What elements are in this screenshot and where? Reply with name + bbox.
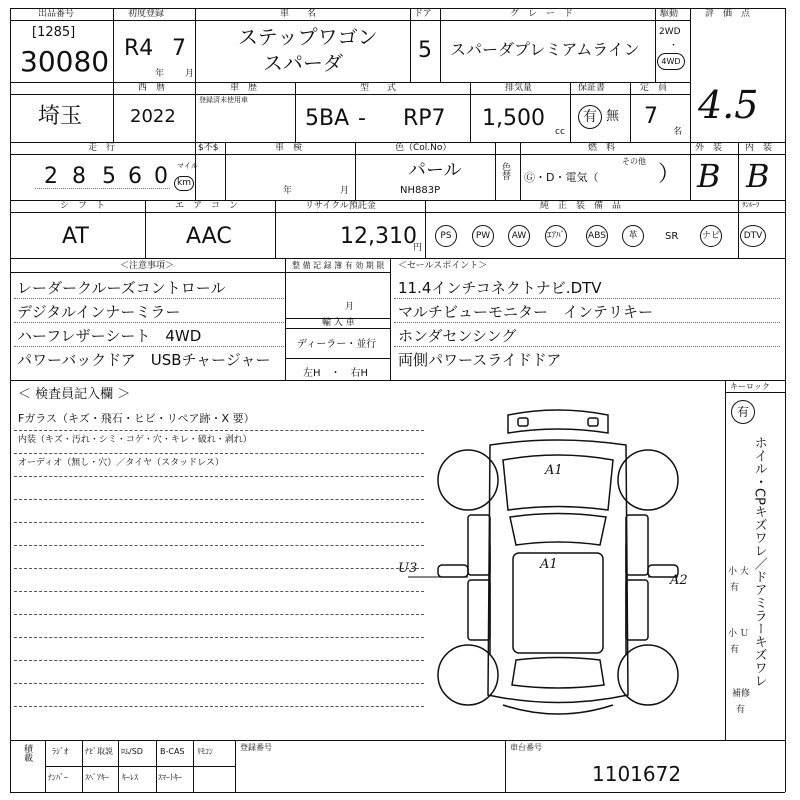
history-label: 車 歴 (230, 83, 258, 93)
note-line-4: パワーバックドア USBチャージャー (17, 351, 271, 369)
drive-2wd: 2WD (659, 27, 681, 37)
record-month-unit: 月 (345, 302, 355, 312)
displacement-value: 1,500 (482, 106, 545, 131)
diagram-mark-right: A2 (670, 573, 688, 588)
steering: 左H ・ 右H (303, 368, 369, 379)
remote-label: ﾘﾓｺﾝ (197, 747, 213, 756)
fuel-other-label: その他 (622, 157, 646, 166)
doors-label: ドア (414, 9, 432, 19)
equipment-navi-label: ナビ (701, 230, 720, 241)
equipment-pw (472, 225, 494, 247)
equipment-ps-label: PS (440, 230, 452, 241)
mileage-digit-5: 0 (154, 164, 168, 189)
capacity-label: 定 員 (640, 83, 668, 93)
bcas-label: B-CAS (160, 747, 185, 756)
first-registration-era: R4 (124, 36, 154, 61)
displacement-label: 排気量 (505, 83, 533, 93)
inspection-year-unit: 年 (283, 186, 293, 196)
month-unit: 月 (185, 69, 195, 79)
equipment-dtv-label: DTV (743, 230, 763, 241)
note-line-2: デジタルインナーミラー (17, 303, 181, 321)
yen-unit: 円 (413, 243, 423, 253)
grade-label: グ レ ー ド (510, 9, 574, 19)
equipment-aw (508, 225, 530, 247)
meter-replaced-label: $不$ (198, 143, 219, 153)
right-note-4: 有 (730, 645, 740, 655)
equipment-airbag-label: ｴｱﾊﾞ (546, 230, 565, 241)
import-dealer: ディーラー・並行 (297, 339, 377, 350)
equipment-abs-label: ABS (588, 230, 606, 241)
diagram-mark-roof: A1 (540, 557, 558, 572)
notes-label: ＜注意事項＞ (120, 261, 175, 271)
first-registration-label: 初度登録 (128, 9, 165, 19)
equipment-navi (700, 225, 722, 247)
equipment-pw-label: PW (475, 230, 491, 241)
mile-label: マイル (177, 162, 198, 170)
mileage-label: 走 行 (88, 143, 116, 153)
radio-label: ﾗｼﾞｵ (52, 747, 68, 756)
capacity-value: 7 (644, 104, 658, 129)
car-name-line2: スパーダ (263, 51, 343, 75)
right-column-text: ホイル・CPキズワレ／ドアミラーキズワレ (751, 436, 767, 687)
lot-prefix: [1285] (32, 25, 76, 40)
inspector-label: ＜ 検査員記入欄 ＞ (18, 387, 131, 402)
navi-manual-label: ﾅﾋﾞ取説 (85, 747, 113, 756)
model-prefix: 5BA (305, 106, 350, 131)
capacity-unit: 名 (673, 127, 683, 137)
right-note-5: 補修 (732, 689, 751, 699)
note-line-3: ハーフレザーシート 4WD (17, 327, 202, 345)
import-label: 輸 入 車 (322, 318, 355, 328)
key-lock-label: キーロック (730, 382, 770, 391)
aircon-label: エ ア コ ン (175, 201, 239, 211)
color-value: パール (408, 160, 462, 181)
lot-number-label: 出品番号 (38, 9, 75, 19)
equipment-label: 純 正 装 備 品 (540, 201, 622, 211)
warranty-yes-selected (578, 105, 602, 129)
sunroof-label: ｻﾝﾙｰﾌ (742, 201, 760, 209)
recycle-label: リサイクル預託金 (305, 201, 376, 211)
keyless-label: ｷｰﾚｽ (122, 773, 138, 782)
diagram-mark-hood: A1 (545, 463, 563, 478)
warranty-yes: 有 (583, 109, 597, 125)
equipment-abs (586, 225, 608, 247)
recycle-value: 12,310 (340, 224, 417, 249)
warranty-label: 保証書 (578, 83, 606, 93)
drive-separator: ・ (669, 41, 679, 51)
interior-grade: B (746, 157, 770, 195)
km-selected (174, 176, 194, 191)
spare-key-label: ｽﾍﾟｱｷｰ (85, 773, 109, 782)
car-name-label: 車 名 (280, 9, 317, 19)
chassis-number: 1101672 (592, 762, 682, 786)
drive-4wd-selected (657, 53, 685, 70)
mileage-digit-1: 2 (44, 164, 58, 189)
history-note: 登録済未使用車 (199, 96, 248, 104)
fuel-label: 燃 料 (588, 143, 616, 153)
shift-label: シ フ ト (60, 201, 106, 211)
color-code: NH883P (400, 185, 441, 196)
color-label: 色（Col.No） (395, 143, 452, 153)
model-code: RP7 (403, 106, 446, 131)
record-book-label: 整 備 記 録 簿 有 効 期 限 (292, 261, 385, 270)
mileage-digit-2: 8 (72, 164, 86, 189)
color-change-label: 色替 (500, 162, 510, 180)
right-note-6: 有 (736, 705, 746, 715)
diagram-mark-left: U3 (398, 561, 418, 576)
right-note-2: 有 (730, 583, 740, 593)
mileage-digit-4: 6 (128, 164, 142, 189)
first-registration-month: 7 (172, 36, 186, 61)
model-label: 型 式 (360, 83, 397, 93)
drive-label: 駆動 (660, 9, 679, 19)
inspector-line-1: Fガラス（キズ・飛石・ヒビ・リペア跡・X 要） (18, 412, 255, 425)
fuel-options: Ⓖ・D・電気（ (524, 171, 599, 184)
inspector-line-2: 内装（キズ・汚れ・シミ・コゲ・穴・キレ・破れ・剥れ） (18, 435, 252, 445)
drive-4wd: 4WD (661, 56, 681, 66)
registered-number-label: 登録番号 (240, 743, 272, 752)
year-value: 2022 (130, 106, 176, 127)
score-value: 4.5 (698, 83, 759, 127)
prefecture: 埼玉 (38, 104, 83, 129)
lot-number: 30080 (20, 45, 110, 78)
car-name-line1: ステップワゴン (238, 25, 378, 49)
exterior-label: 外 装 (695, 143, 723, 153)
key-lock-mark-text: 有 (736, 405, 749, 419)
aircon-value: AAC (186, 224, 232, 249)
rom-sd-label: ﾛﾑ/SD (121, 747, 143, 756)
year-unit: 年 (155, 69, 165, 79)
number-plate-label: ﾅﾝﾊﾞｰ (48, 773, 68, 782)
inspection-month-unit: 月 (340, 186, 350, 196)
sales-line-3: ホンダセンシング (398, 327, 517, 345)
car-diagram (428, 405, 688, 735)
doors-value: 5 (418, 38, 432, 63)
key-lock-mark (731, 400, 755, 424)
mileage-digit-3: 5 (102, 164, 116, 189)
sales-line-2: マルチビューモニター インテリキー (398, 303, 654, 321)
sales-line-1: 11.4インチコネクトナビ.DTV (398, 279, 602, 297)
inspection-label: 車 検 (275, 143, 303, 153)
sales-line-4: 両側パワースライドドア (398, 351, 562, 369)
equipment-leather-label: 革 (628, 230, 638, 241)
chassis-label: 車台番号 (510, 743, 542, 752)
equipment-ps (435, 225, 457, 247)
note-line-1: レーダークルーズコントロール (17, 279, 226, 297)
equipment-leather (622, 225, 644, 247)
interior-label: 内 装 (745, 143, 773, 153)
right-note-1: 小 大 (728, 567, 749, 577)
shift-value: AT (62, 224, 89, 249)
exterior-grade: B (697, 157, 721, 195)
model-dash: - (358, 106, 366, 131)
km-label: km (177, 178, 191, 188)
right-note-3: 小 Ｕ (728, 629, 749, 639)
equipment-aw-label: AW (511, 230, 527, 241)
grade-value: スパーダプレミアムライン (450, 40, 640, 59)
fuel-close: ） (658, 162, 681, 187)
equipment-sr: SR (665, 231, 679, 242)
inspector-line-3: オーディオ（無し・穴）／タイヤ（スタッドレス） (18, 458, 224, 468)
smart-key-label: ｽﾏｰﾄｷｰ (158, 773, 182, 782)
western-year-label: 西 暦 (138, 83, 166, 93)
sales-points-label: ＜セールスポイント＞ (398, 261, 488, 271)
loading-label: 積載 (22, 744, 32, 762)
warranty-no: 無 (606, 109, 620, 124)
score-label: 評 価 点 (705, 9, 751, 19)
cc-unit: cc (555, 127, 565, 137)
equipment-airbag (545, 225, 567, 247)
equipment-dtv (740, 225, 766, 247)
